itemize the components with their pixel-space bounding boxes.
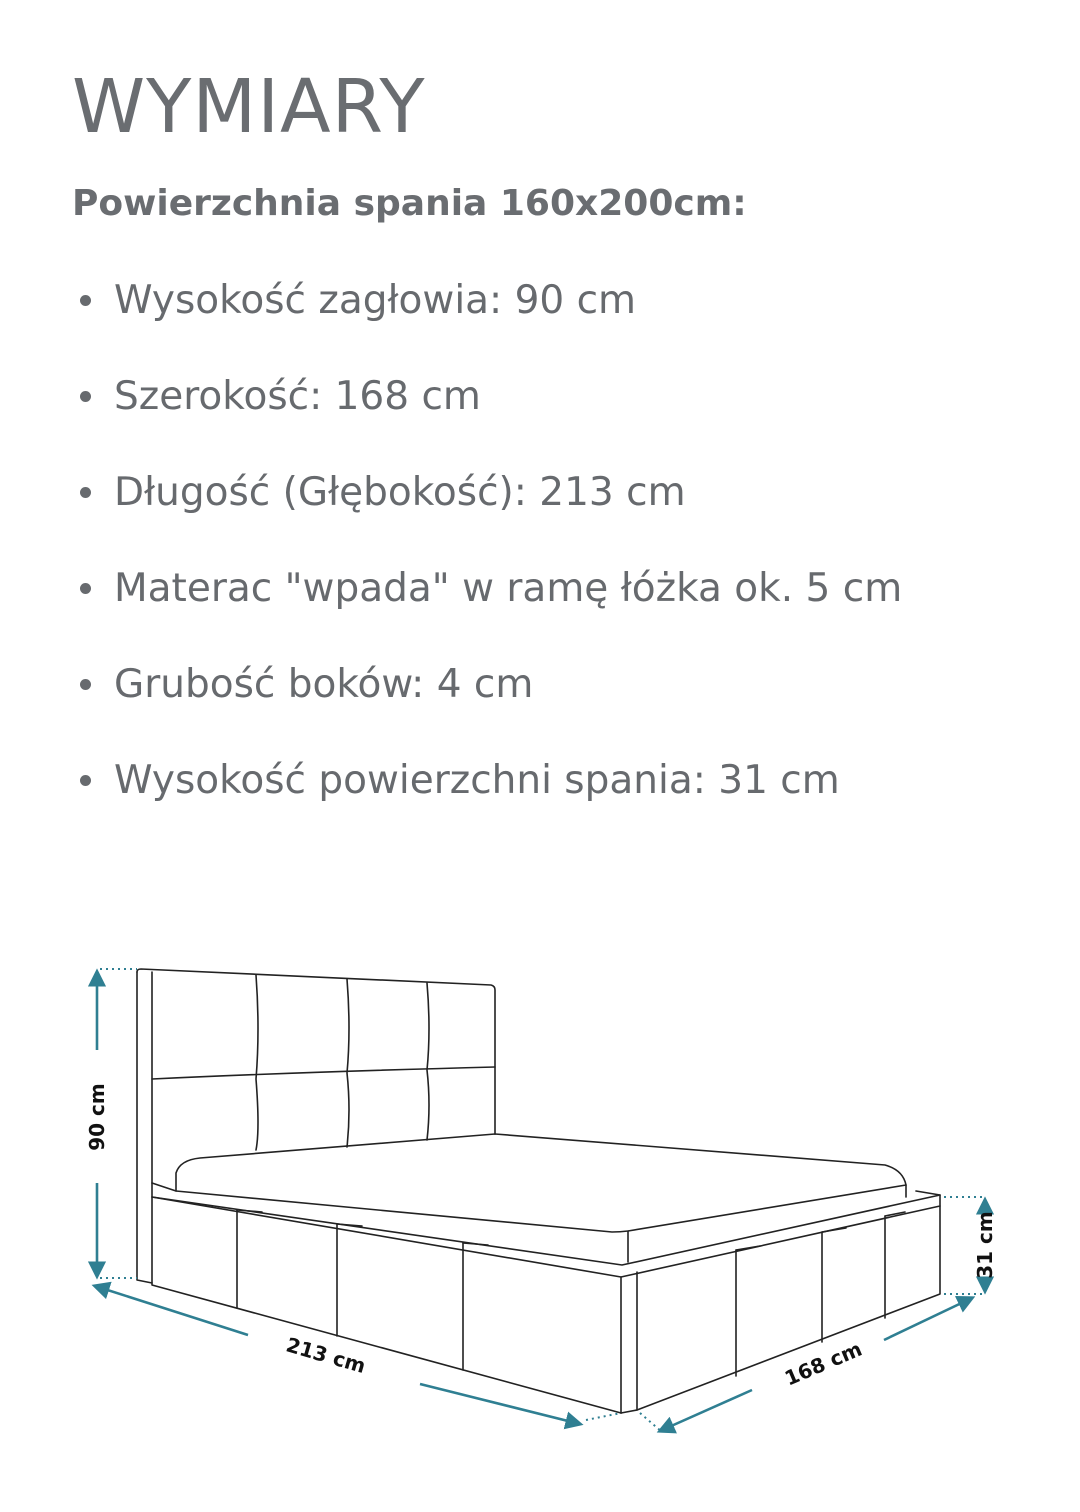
list-item xyxy=(72,368,902,464)
width-arrow xyxy=(884,1298,972,1340)
bullet-icon xyxy=(80,583,91,594)
bed-illustration xyxy=(137,969,940,1413)
length-arrow xyxy=(95,1286,248,1335)
bullet-icon xyxy=(80,295,91,306)
spec-side-thickness: Grubość boków: 4 cm xyxy=(114,662,534,707)
dimensions-list xyxy=(72,272,902,848)
bullet-icon xyxy=(80,487,91,498)
spec-headboard-height: Wysokość zagłowia: 90 cm xyxy=(114,278,637,323)
bed-dimension-diagram xyxy=(0,940,1080,1460)
list-item xyxy=(72,272,902,368)
length-label: 213 cm xyxy=(283,1332,369,1379)
length-arrow xyxy=(420,1384,580,1424)
list-item xyxy=(72,464,902,560)
headboard-height-label: 90 cm xyxy=(85,1083,109,1151)
list-item xyxy=(72,560,902,656)
list-item xyxy=(72,752,902,848)
spec-sleeping-height: Wysokość powierzchni spania: 31 cm xyxy=(114,758,840,803)
sleeping-area-heading: Powierzchnia spania 160x200cm: xyxy=(72,183,747,224)
list-item xyxy=(72,656,902,752)
spec-mattress-inset: Materac "wpada" w ramę łóżka ok. 5 cm xyxy=(114,566,903,611)
bullet-icon xyxy=(80,775,91,786)
bed-height-label: 31 cm xyxy=(973,1211,997,1279)
bullet-icon xyxy=(80,679,91,690)
bullet-icon xyxy=(80,391,91,402)
spec-width: Szerokość: 168 cm xyxy=(114,374,481,419)
width-label: 168 cm xyxy=(781,1336,866,1391)
spec-length: Długość (Głębokość): 213 cm xyxy=(114,470,686,515)
page-title: WYMIARY xyxy=(72,64,426,150)
